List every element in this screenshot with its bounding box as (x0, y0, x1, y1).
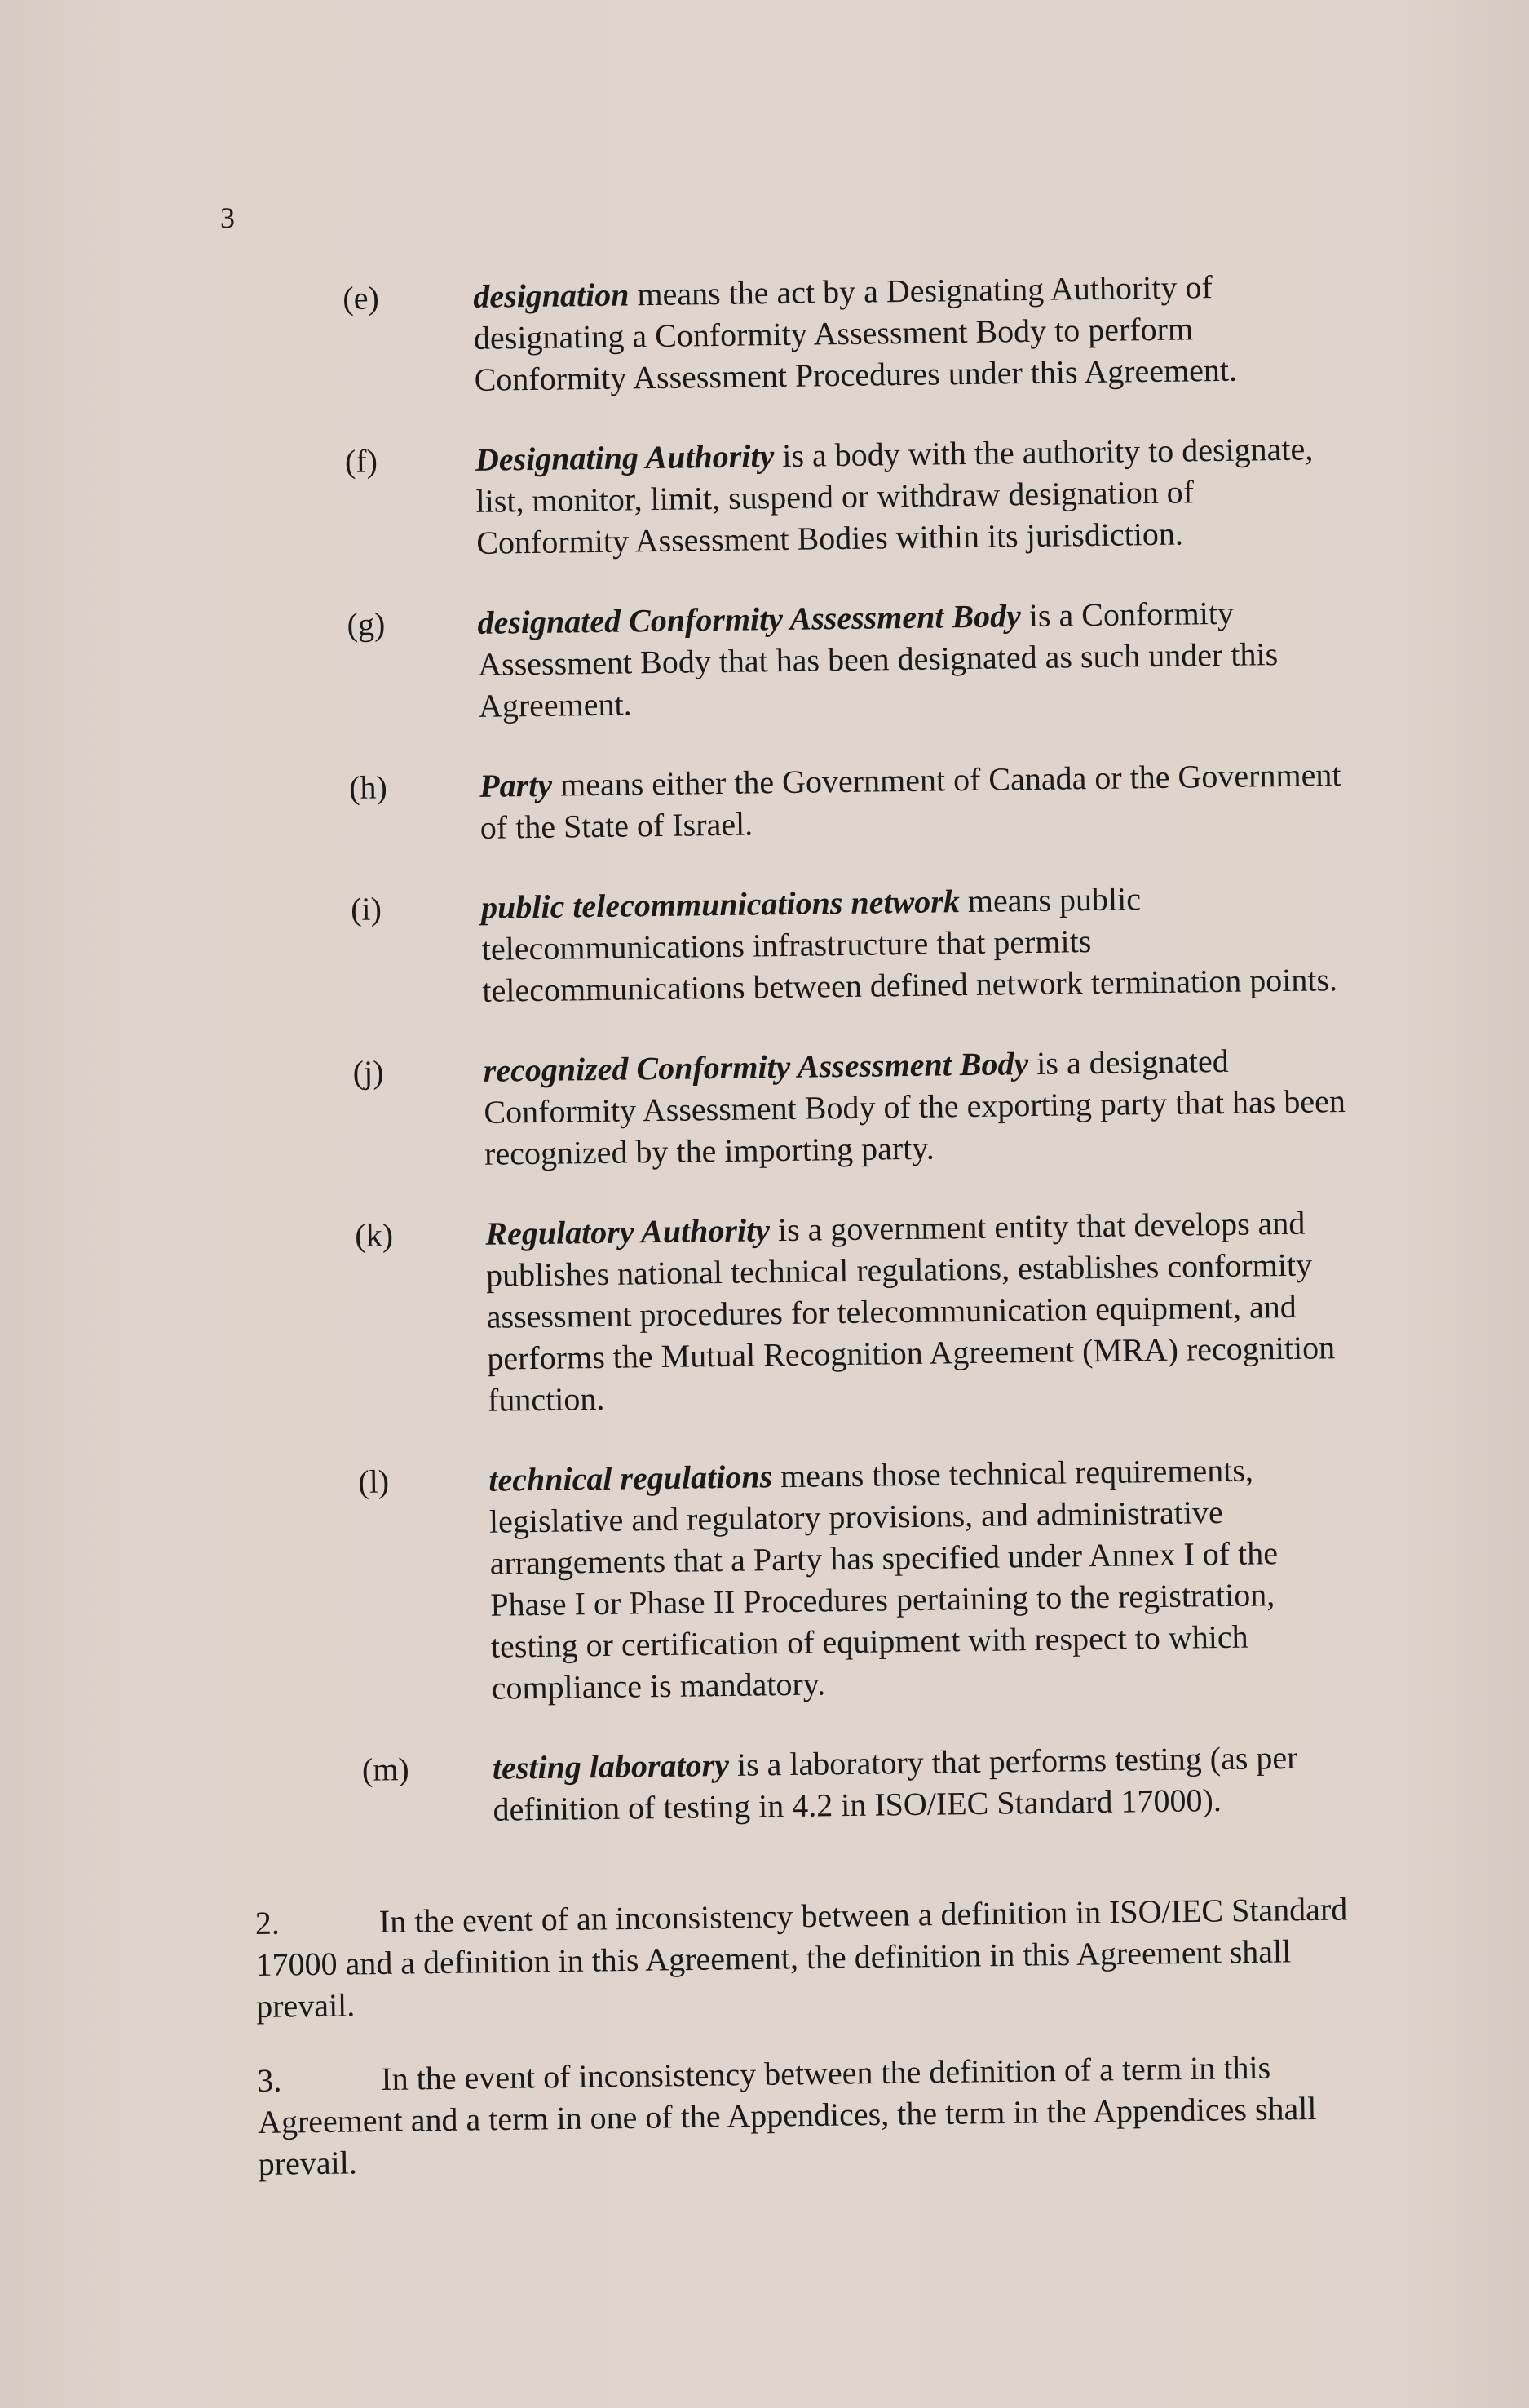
definition-body (479, 754, 1345, 848)
definition-text: is a designated Conformity Assessment Body of the exporting party that has been recognized by the importing party. (484, 1042, 1346, 1172)
paragraph-number: 2. (254, 1904, 281, 1941)
definition-label: (g) (347, 605, 386, 643)
definition-item-j (352, 1038, 1414, 1176)
paragraph-number: 3. (257, 2061, 282, 2099)
definition-label: (e) (342, 279, 380, 316)
definition-body (481, 875, 1347, 1011)
definition-text: is a body with the authority to designate, list, monitor, limit, suspend or withdraw designation of Conformity Assessment Bodies within its jurisdiction. (475, 430, 1314, 561)
definition-item-h (349, 753, 1410, 850)
paragraph-text: In the event of inconsistency between the definition of a term in this Agreement and a term in one of the Appendices, the term in the Appendices shall prevail. (257, 2048, 1317, 2182)
definition-term: testing laboratory (492, 1746, 730, 1786)
definition-label: (f) (344, 442, 378, 480)
definition-label: (j) (352, 1053, 384, 1091)
definition-text: is a government entity that develops and publishes national technical regulations, establishes conformity assessment procedures for telecommunication equipment, and performs the Mutual Recognition Agreement (MRA) recognition function. (485, 1204, 1336, 1419)
definition-term: Regulatory Authority (485, 1211, 771, 1252)
definition-item-f (345, 427, 1407, 565)
definition-term: technical regulations (488, 1458, 773, 1498)
definition-term: Designating Authority (475, 437, 775, 478)
definition-label: (i) (350, 890, 382, 927)
definition-item-l (358, 1447, 1421, 1711)
definition-label: (k) (355, 1216, 394, 1254)
definition-text: is a laboratory that performs testing (as per definition of testing in 4.2 in ISO/IEC Standard 17000). (493, 1738, 1298, 1828)
paragraph-3 (257, 2045, 1384, 2184)
definition-item-e (342, 263, 1404, 402)
definition-term: designation (473, 276, 630, 315)
definitions-list (342, 263, 1423, 1870)
definition-term: designated Conformity Assessment Body (477, 597, 1022, 641)
definition-item-i (351, 874, 1412, 1013)
definition-label: (h) (348, 768, 388, 806)
definition-text: means the act by a Designating Authority of designating a Conformity Assessment Body to perform Conformity Assessment Procedures under this Agreement. (473, 268, 1238, 398)
definition-item-k (355, 1201, 1417, 1423)
definition-item-m (362, 1735, 1423, 1832)
definition-text: is a Conformity Assessment Body that has been designated as such under this Agreement. (477, 594, 1279, 724)
definition-label: (l) (358, 1463, 390, 1500)
definition-label: (m) (361, 1751, 410, 1788)
paragraph-2 (255, 1888, 1382, 2027)
definition-term: public telecommunications network (480, 883, 961, 926)
definition-body (483, 1038, 1349, 1175)
page-number: 3 (220, 201, 235, 234)
definition-text: means either the Government of Canada or the Government of the State of Israel. (479, 756, 1341, 846)
definition-body (493, 1736, 1358, 1830)
definition-body (473, 264, 1339, 401)
definition-text: means public telecommunications infrastructure that permits telecommunications between defined network termination points. (481, 880, 1338, 1009)
definition-term: Party (479, 766, 553, 804)
definition-text: means those technical requirements, legislative and regulatory provisions, and administrative arrangements that a Party has specified under Annex I of the Phase I or Phase II Procedures pertaining to the registration, testing or certification of equipment with respect to which compliance is mandatory. (488, 1451, 1279, 1706)
definition-body (475, 427, 1341, 564)
definition-body (485, 1202, 1352, 1421)
definition-body (477, 591, 1343, 727)
paragraph-text: In the event of an inconsistency between a definition in ISO/IEC Standard 17000 and a definition in this Agreement, the definition in this Agreement shall prevail. (255, 1890, 1348, 2025)
definition-item-g (347, 590, 1408, 728)
definition-term: recognized Conformity Assessment Body (483, 1045, 1029, 1089)
definition-body (488, 1448, 1356, 1709)
numbered-paragraphs (254, 1855, 1384, 2215)
